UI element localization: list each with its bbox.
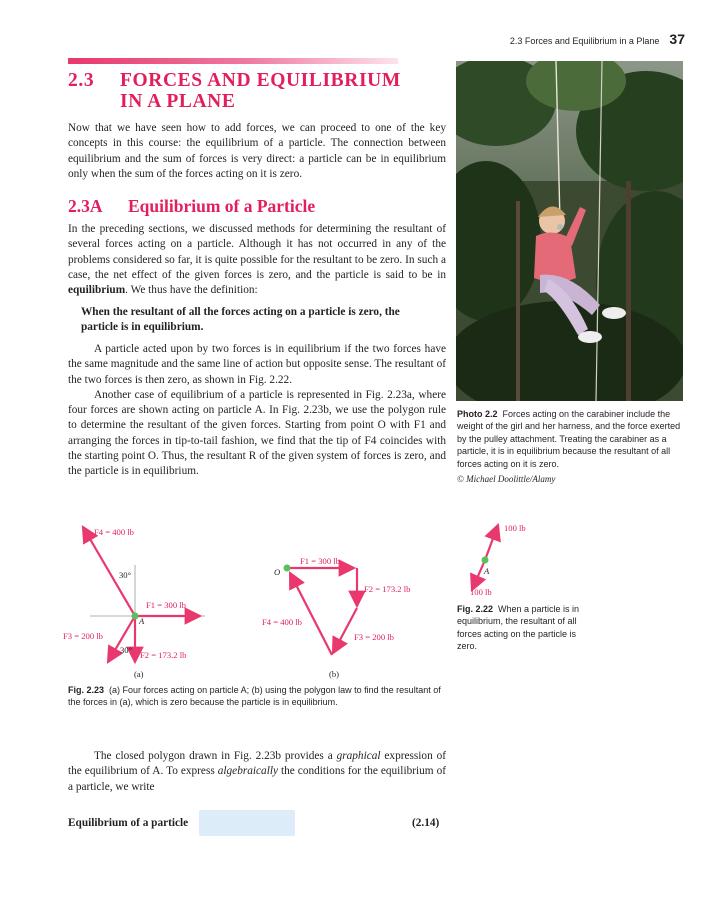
fig222-caption-text: When a particle is in equilibrium, the resultant of all forces acting on the particle is zero. — [457, 604, 580, 652]
fig223-caption-text: (a) Four forces acting on particle A; (b) using the polygon law to find the resultant of the forces in (a), which is zero because the particle is in equilibrium. — [68, 685, 441, 708]
fig222-particle — [482, 557, 489, 564]
label-tag-b: (b) — [329, 669, 340, 679]
figure-2-23 — [60, 520, 460, 680]
label-A: A — [139, 616, 145, 626]
intro-paragraph: Now that we have seen how to add forces, we can proceed to one of the key concepts in this course: the equilibrium of a particle. The connection between equilibrium and the sum of forces is very direct: a particle can be in equilibrium only when the sum of the forces acting on it is zero. — [68, 122, 446, 180]
section-title-line2: IN A PLANE — [120, 91, 236, 112]
para1 — [68, 222, 446, 298]
header-section: 2.3 Forces and Equilibrium in a Plane — [509, 36, 660, 46]
subsection-heading — [68, 196, 315, 217]
photo-caption — [457, 408, 687, 485]
para4-c: the conditions for the equilibrium of a particle, we write — [68, 765, 446, 793]
para2: A particle acted upon by two forces is in equilibrium if the two forces have the same magnitude and the same line of action but opposite sense. The resultant of the two forces is then zero, as shown in Fig. 2.22. — [68, 343, 446, 386]
para1-text-a: In the preceding sections, we discussed methods for determining the resultant of several forces acting on a particle. Although it has not occurred in any of the problems considered so far, it is quite possible for the resultant to be zero. In such a case, the net effect of the given forces is zero, and the particle is said to be in — [68, 223, 446, 281]
para4-algebraically: algebraically — [217, 765, 278, 778]
subsection-title: Equilibrium of a Particle — [128, 196, 316, 216]
para1-term: equilibrium — [68, 284, 126, 297]
poly-F3 — [333, 608, 357, 653]
particle-A — [132, 613, 139, 620]
label-F4: F4 = 400 lb — [94, 527, 134, 537]
page-number: 37 — [669, 31, 685, 47]
fig-2-23a — [63, 527, 205, 679]
running-header — [510, 31, 685, 47]
label-angle-bottom: 30° — [120, 645, 133, 655]
photo-caption-text: Forces acting on the carabiner include the weight of the girl and her harness, and the force exerted by the pulley attachment. Treating the carabiner as a particle, it is in equilibrium because the resultant of all forces acting on it is zero. — [457, 409, 681, 469]
fig223-caption-label: Fig. 2.23 — [68, 685, 105, 695]
fig223-caption — [68, 684, 448, 709]
label-tag-a: (a) — [134, 669, 144, 679]
label-O: O — [274, 567, 281, 577]
label-angle-top: 30° — [119, 570, 132, 580]
fig222-top-label: 100 lb — [504, 523, 526, 533]
fig222-caption-label: Fig. 2.22 — [457, 604, 494, 614]
definition-box: When the resultant of all the forces acting on a particle is zero, the particle is in equilibrium. — [81, 306, 400, 333]
photo-illustration — [456, 61, 683, 401]
para3: Another case of equilibrium of a particle is represented in Fig. 2.23a, where four forces are shown acting on particle A. In Fig. 2.23b, we use the polygon rule to determine the resultant of the given forces. Starting from point O with F1 and arranging the forces in tip-to-tail fashion, we find that the tip of F4 coincides with the starting point O. Thus, the resultant R of the given system of forces is zero, and the particle is in equilibrium. — [68, 388, 446, 478]
photo-girl-harness — [456, 61, 683, 401]
label-poly-F4: F4 = 400 lb — [262, 617, 302, 627]
fig222-point-label: A — [484, 566, 490, 576]
para4-block — [68, 749, 446, 795]
para4-graphical: graphical — [336, 750, 381, 762]
fig222-caption — [457, 603, 597, 653]
F3-arrow — [108, 616, 135, 662]
para4 — [68, 749, 446, 795]
subsection-number: 2.3A — [68, 196, 103, 216]
section-title-line1: FORCES AND EQUILIBRIUM — [120, 70, 401, 91]
section-color-bar — [68, 58, 398, 64]
para2-block — [68, 342, 446, 480]
label-poly-F1: F1 = 300 lb — [300, 556, 340, 566]
equation-label: Equilibrium of a particle — [68, 817, 189, 829]
para1-block — [68, 222, 446, 298]
para4-b: expression of the equilibrium of A. To express — [68, 750, 447, 778]
section-heading — [68, 70, 458, 112]
poly-F4 — [290, 573, 332, 655]
label-F3: F3 = 200 lb — [63, 631, 103, 641]
fig222-up-arrow — [485, 525, 498, 560]
fig-2-23b — [262, 556, 410, 679]
para4-a: The closed polygon drawn in Fig. 2.23b provides a — [94, 750, 337, 762]
label-poly-F2: F2 = 173.2 lb — [364, 584, 411, 594]
label-poly-F3: F3 = 200 lb — [354, 632, 394, 642]
photo-caption-label: Photo 2.2 — [457, 409, 498, 419]
para1-text-b: . We thus have the definition: — [125, 284, 258, 297]
equation-number: (2.14) — [412, 817, 440, 829]
section-number: 2.3 — [68, 70, 95, 91]
intro-block — [68, 121, 446, 182]
point-O — [284, 565, 291, 572]
label-F1: F1 = 300 lb — [146, 600, 186, 610]
label-F2: F2 = 173.2 lb — [140, 650, 187, 660]
fig222-bottom-label: 100 lb — [470, 587, 492, 597]
figure-2-22 — [456, 520, 556, 600]
photo-credit: © Michael Doolittle/Alamy — [457, 474, 556, 485]
